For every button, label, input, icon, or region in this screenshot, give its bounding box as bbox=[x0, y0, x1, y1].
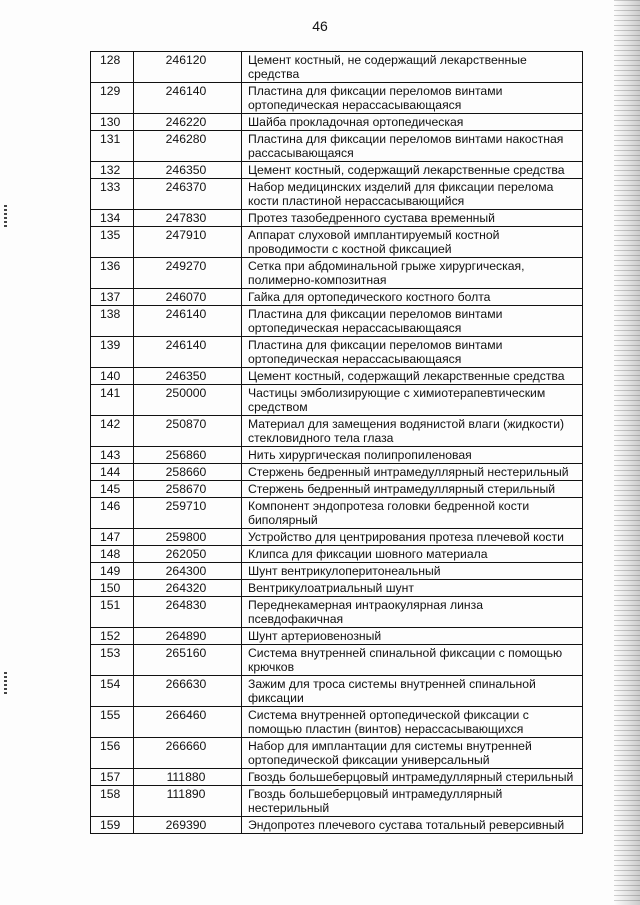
table-row bbox=[91, 707, 583, 738]
code-cell: 246140 bbox=[134, 337, 242, 368]
name-cell: Гвоздь большеберцовый интрамедуллярный стерильный bbox=[242, 769, 583, 786]
row-number-cell: 135 bbox=[91, 227, 134, 258]
table-row bbox=[91, 645, 583, 676]
row-number-cell: 159 bbox=[91, 817, 134, 834]
name-cell: Цемент костный, не содержащий лекарственные средства bbox=[242, 52, 583, 83]
table-row bbox=[91, 83, 583, 114]
name-cell: Набор медицинских изделий для фиксации перелома кости пластиной нерассасывающийся bbox=[242, 179, 583, 210]
name-cell: Пластина для фиксации переломов винтами накостная рассасывающаяся bbox=[242, 131, 583, 162]
row-number-cell: 149 bbox=[91, 563, 134, 580]
row-number-cell: 151 bbox=[91, 597, 134, 628]
code-cell: 246280 bbox=[134, 131, 242, 162]
code-cell: 264890 bbox=[134, 628, 242, 645]
table-row bbox=[91, 580, 583, 597]
row-number-cell: 158 bbox=[91, 786, 134, 817]
table-row bbox=[91, 529, 583, 546]
code-cell: 111880 bbox=[134, 769, 242, 786]
row-number-cell: 157 bbox=[91, 769, 134, 786]
code-cell: 246120 bbox=[134, 52, 242, 83]
table-row bbox=[91, 597, 583, 628]
table-row bbox=[91, 227, 583, 258]
table-row bbox=[91, 179, 583, 210]
table-row bbox=[91, 289, 583, 306]
table-row bbox=[91, 464, 583, 481]
row-number-cell: 141 bbox=[91, 385, 134, 416]
row-number-cell: 144 bbox=[91, 464, 134, 481]
table-row bbox=[91, 628, 583, 645]
code-cell: 264830 bbox=[134, 597, 242, 628]
row-number-cell: 152 bbox=[91, 628, 134, 645]
code-cell: 264300 bbox=[134, 563, 242, 580]
name-cell: Пластина для фиксации переломов винтами ортопедическая нерассасывающаяся bbox=[242, 83, 583, 114]
name-cell: Материал для замещения водянистой влаги (жидкости) стекловидного тела глаза bbox=[242, 416, 583, 447]
code-cell: 259800 bbox=[134, 529, 242, 546]
name-cell: Набор для имплантации для системы внутренней ортопедической фиксации универсальный bbox=[242, 738, 583, 769]
name-cell: Частицы эмболизирующие с химиотерапевтическим средством bbox=[242, 385, 583, 416]
name-cell: Устройство для центрирования протеза плечевой кости bbox=[242, 529, 583, 546]
row-number-cell: 136 bbox=[91, 258, 134, 289]
name-cell: Вентрикулоатриальный шунт bbox=[242, 580, 583, 597]
table-row bbox=[91, 385, 583, 416]
table-row bbox=[91, 481, 583, 498]
name-cell: Клипса для фиксации шовного материала bbox=[242, 546, 583, 563]
name-cell: Гвоздь большеберцовый интрамедуллярный нестерильный bbox=[242, 786, 583, 817]
code-cell: 246370 bbox=[134, 179, 242, 210]
code-cell: 269390 bbox=[134, 817, 242, 834]
name-cell: Шунт вентрикулоперитонеальный bbox=[242, 563, 583, 580]
device-table-body bbox=[91, 52, 583, 834]
name-cell: Стержень бедренный интрамедуллярный нестерильный bbox=[242, 464, 583, 481]
row-number-cell: 128 bbox=[91, 52, 134, 83]
row-number-cell: 147 bbox=[91, 529, 134, 546]
table-row bbox=[91, 546, 583, 563]
table-row bbox=[91, 114, 583, 131]
name-cell: Зажим для троса системы внутренней спинальной фиксации bbox=[242, 676, 583, 707]
name-cell: Система внутренней спинальной фиксации с помощью крючков bbox=[242, 645, 583, 676]
table-row bbox=[91, 210, 583, 227]
code-cell: 246140 bbox=[134, 306, 242, 337]
table-row bbox=[91, 258, 583, 289]
code-cell: 259710 bbox=[134, 498, 242, 529]
code-cell: 264320 bbox=[134, 580, 242, 597]
page-number: 46 bbox=[312, 18, 328, 34]
code-cell: 246220 bbox=[134, 114, 242, 131]
name-cell: Эндопротез плечевого сустава тотальный реверсивный bbox=[242, 817, 583, 834]
table-row bbox=[91, 368, 583, 385]
row-number-cell: 146 bbox=[91, 498, 134, 529]
table-row bbox=[91, 162, 583, 179]
code-cell: 250870 bbox=[134, 416, 242, 447]
code-cell: 265160 bbox=[134, 645, 242, 676]
name-cell: Сетка при абдоминальной грыже хирургическая, полимерно-композитная bbox=[242, 258, 583, 289]
code-cell: 249270 bbox=[134, 258, 242, 289]
row-number-cell: 139 bbox=[91, 337, 134, 368]
row-number-cell: 142 bbox=[91, 416, 134, 447]
code-cell: 266660 bbox=[134, 738, 242, 769]
table-row bbox=[91, 738, 583, 769]
device-table bbox=[90, 51, 583, 834]
name-cell: Шунт артериовенозный bbox=[242, 628, 583, 645]
name-cell: Система внутренней ортопедической фиксации с помощью пластин (винтов) нерассасывающихся bbox=[242, 707, 583, 738]
name-cell: Нить хирургическая полипропиленовая bbox=[242, 447, 583, 464]
code-cell: 258660 bbox=[134, 464, 242, 481]
name-cell: Пластина для фиксации переломов винтами ортопедическая нерассасывающаяся bbox=[242, 306, 583, 337]
scan-edge bbox=[614, 0, 640, 905]
code-cell: 262050 bbox=[134, 546, 242, 563]
table-row bbox=[91, 786, 583, 817]
code-cell: 266460 bbox=[134, 707, 242, 738]
code-cell: 246070 bbox=[134, 289, 242, 306]
table-row bbox=[91, 676, 583, 707]
code-cell: 250000 bbox=[134, 385, 242, 416]
name-cell: Цемент костный, содержащий лекарственные средства bbox=[242, 368, 583, 385]
name-cell: Пластина для фиксации переломов винтами ортопедическая нерассасывающаяся bbox=[242, 337, 583, 368]
scan-mark bbox=[4, 672, 7, 694]
name-cell: Переднекамерная интраокулярная линза псевдофакичная bbox=[242, 597, 583, 628]
row-number-cell: 131 bbox=[91, 131, 134, 162]
table-row bbox=[91, 131, 583, 162]
name-cell: Шайба прокладочная ортопедическая bbox=[242, 114, 583, 131]
table-row bbox=[91, 817, 583, 834]
name-cell: Компонент эндопротеза головки бедренной кости биполярный bbox=[242, 498, 583, 529]
row-number-cell: 134 bbox=[91, 210, 134, 227]
row-number-cell: 155 bbox=[91, 707, 134, 738]
row-number-cell: 130 bbox=[91, 114, 134, 131]
row-number-cell: 129 bbox=[91, 83, 134, 114]
row-number-cell: 132 bbox=[91, 162, 134, 179]
row-number-cell: 145 bbox=[91, 481, 134, 498]
row-number-cell: 137 bbox=[91, 289, 134, 306]
table-row bbox=[91, 52, 583, 83]
name-cell: Протез тазобедренного сустава временный bbox=[242, 210, 583, 227]
row-number-cell: 148 bbox=[91, 546, 134, 563]
table-row bbox=[91, 447, 583, 464]
table-row bbox=[91, 306, 583, 337]
table-row bbox=[91, 416, 583, 447]
row-number-cell: 153 bbox=[91, 645, 134, 676]
name-cell: Цемент костный, содержащий лекарственные средства bbox=[242, 162, 583, 179]
row-number-cell: 150 bbox=[91, 580, 134, 597]
row-number-cell: 140 bbox=[91, 368, 134, 385]
row-number-cell: 133 bbox=[91, 179, 134, 210]
name-cell: Гайка для ортопедического костного болта bbox=[242, 289, 583, 306]
code-cell: 111890 bbox=[134, 786, 242, 817]
row-number-cell: 143 bbox=[91, 447, 134, 464]
code-cell: 246350 bbox=[134, 162, 242, 179]
table-row bbox=[91, 563, 583, 580]
code-cell: 256860 bbox=[134, 447, 242, 464]
code-cell: 247830 bbox=[134, 210, 242, 227]
table-row bbox=[91, 498, 583, 529]
code-cell: 247910 bbox=[134, 227, 242, 258]
code-cell: 246140 bbox=[134, 83, 242, 114]
table-row bbox=[91, 769, 583, 786]
name-cell: Стержень бедренный интрамедуллярный стерильный bbox=[242, 481, 583, 498]
code-cell: 258670 bbox=[134, 481, 242, 498]
row-number-cell: 156 bbox=[91, 738, 134, 769]
code-cell: 246350 bbox=[134, 368, 242, 385]
name-cell: Аппарат слуховой имплантируемый костной проводимости с костной фиксацией bbox=[242, 227, 583, 258]
row-number-cell: 138 bbox=[91, 306, 134, 337]
table-row bbox=[91, 337, 583, 368]
code-cell: 266630 bbox=[134, 676, 242, 707]
scan-mark bbox=[4, 205, 7, 227]
row-number-cell: 154 bbox=[91, 676, 134, 707]
